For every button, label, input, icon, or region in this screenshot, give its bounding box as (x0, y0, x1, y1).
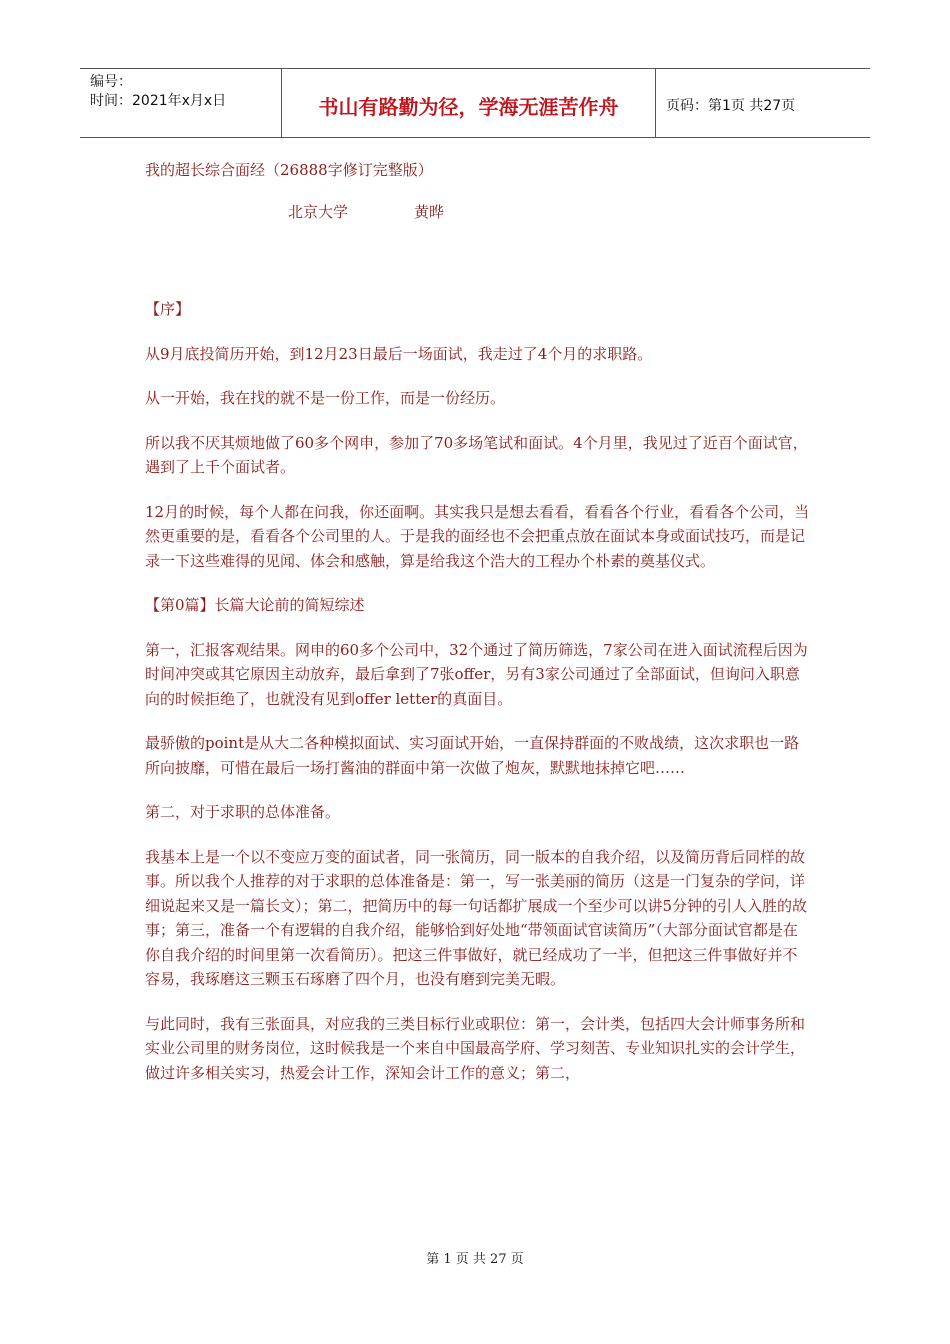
header-slogan: 书山有路勤为径，学海无涯苦作舟 (282, 69, 656, 137)
paragraph: 所以我不厌其烦地做了60多个网申，参加了70多场笔试和面试。4个月里，我见过了近百个面试官，遇到了上千个面试者。 (145, 433, 808, 476)
paragraph: 12月的时候，每个人都在问我，你还面啊。其实我只是想去看看，看看各个行业，看看各个公司，当然更重要的是，看看各个公司里的人。于是我的面经也不会把重点放在面试本身或面试技巧，而是记录一下这些难得的见闻、体会和感触，算是给我这个浩大的工程办个朴素的奠基仪式。 (145, 502, 810, 570)
author-name: 黄晔 (414, 203, 445, 221)
document-body (145, 158, 810, 1105)
header-meta-cell (80, 69, 282, 137)
section-heading-part-0: 【第0篇】长篇大论前的简短综述 (145, 596, 365, 614)
header-page-info: 页码：第1页 共27页 (666, 98, 796, 114)
page-header (80, 68, 870, 138)
paragraph: 从9月底投简历开始，到12月23日最后一场面试，我走过了4个月的求职路。 (145, 344, 653, 363)
paragraph: 最骄傲的point是从大二各种模拟面试、实习面试开始，一直保持群面的不败战绩，这次求职也一路所向披靡，可惜在最后一场打酱油的群面中第一次做了炮灰，默默地抹掉它吧…… (145, 734, 800, 777)
page-footer: 第 1 页 共 27 页 (426, 1252, 524, 1267)
author-line (288, 200, 810, 224)
document-date-label: 时间：2021年x月x日 (90, 93, 227, 109)
section-heading-preface: 【序】 (145, 300, 191, 318)
paragraph: 从一开始，我在找的就不是一份工作，而是一份经历。 (145, 389, 506, 407)
document-title: 我的超长综合面经（26888字修订完整版） (145, 161, 433, 179)
author-school: 北京大学 (288, 203, 349, 221)
paragraph: 与此同时，我有三张面具，对应我的三类目标行业或职位：第一，会计类，包括四大会计师事务所和实业公司里的财务岗位，这时候我是一个来自中国最高学府、学习刻苦、专业知识扎实的会计学生，做过许多相关实习，热爱会计工作，深知会计工作的意义；第二， (145, 1014, 806, 1082)
paragraph: 第一，汇报客观结果。网申的60多个公司中，32个通过了简历筛选，7家公司在进入面试流程后因为时间冲突或其它原因主动放弃，最后拿到了7张offer，另有3家公司通过了全部面试，但询问入职意向的时候拒绝了，也就没有见到offer letter的真面目。 (145, 640, 808, 708)
paragraph: 我基本上是一个以不变应万变的面试者，同一张简历，同一版本的自我介绍，以及简历背后同样的故事。所以我个人推荐的对于求职的总体准备是：第一，写一张美丽的简历（这是一门复杂的学问，详细说起来又是一篇长文）；第二，把简历中的每一句话都扩展成一个至少可以讲5分钟的引人入胜的故事；第三，准备一个有逻辑的自我介绍，能够恰到好处地“带领面试官读简历”（大部分面试官都是在你自我介绍的时间里第一次看简历）。把这三件事做好，就已经成功了一半，但把这三件事做好并不容易，我琢磨这三颗玉石琢磨了四个月，也没有磨到完美无暇。 (145, 847, 808, 988)
document-number-label: 编号： (90, 74, 132, 90)
paragraph: 第二，对于求职的总体准备。 (145, 803, 341, 821)
